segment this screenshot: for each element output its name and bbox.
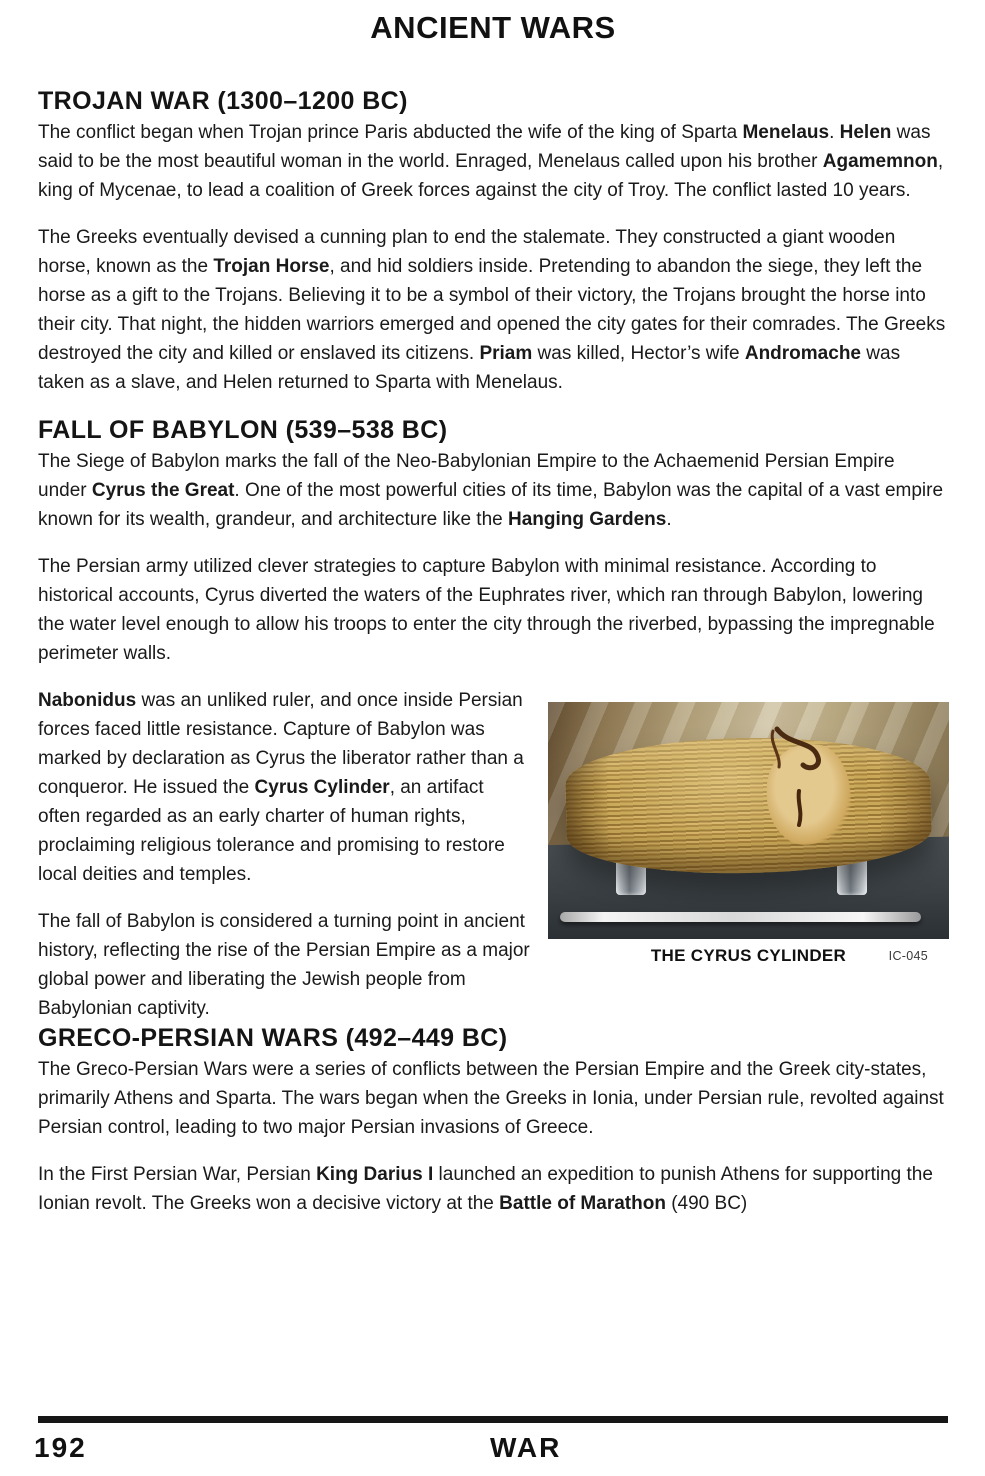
section-greco-persian-wars — [38, 1023, 948, 1218]
crack-marks-icon — [757, 707, 877, 837]
paragraph-babylon-1: The Siege of Babylon marks the fall of the Neo-Babylonian Empire to the Achaemenid Persian Empire under Cyrus the Great. One of the most powerful cities of its time, Babylon was the capital of a vast empire known for its wealth, grandeur, and architecture like the Hanging Gardens. — [38, 451, 944, 530]
babylon-side-text — [38, 686, 530, 1023]
paragraph-trojan-1: The conflict began when Trojan prince Paris abducted the wife of the king of Sparta Menelaus. Helen was said to be the most beautiful woman in the world. Enraged, Menelaus called upon his brother Agamemnon, king of Mycenae, to lead a coalition of Greek forces against the city of Troy. The conflict lasted 10 years. — [38, 122, 944, 201]
two-column-block — [38, 686, 948, 1023]
cyrus-cylinder-photo — [548, 702, 949, 939]
section-heading-fall-of-babylon: FALL OF BABYLON (539–538 BC) — [38, 416, 448, 444]
section-trojan-war — [38, 86, 948, 397]
page-title: ANCIENT WARS — [370, 10, 616, 45]
paragraph-greco-1: The Greco-Persian Wars were a series of conflicts between the Persian Empire and the Greek city-states, primarily Athens and Sparta. The wars began when the Greeks in Ionia, under Persian rule, revolted against Persian control, leading to two major Persian invasions of Greece. — [38, 1059, 944, 1138]
figure-caption-row — [548, 946, 949, 970]
paragraph-babylon-3: Nabonidus was an unliked ruler, and once inside Persian forces faced little resistance. Capture of Babylon was marked by declaration as Cyrus the liberator rather than a conqueror. He issued the Cyrus Cylinder, an artifact often regarded as an early charter of human rights, proclaiming religious tolerance and promising to restore local deities and temples. — [38, 690, 524, 885]
paragraph-babylon-2: The Persian army utilized clever strategies to capture Babylon with minimal resistance. According to historical accounts, Cyrus diverted the waters of the Euphrates river, which ran through Babylon, lowering the water level enough to allow his troops to enter the city through the riverbed, bypassing the impregnable perimeter walls. — [38, 556, 935, 664]
clay-cylinder-illustration — [565, 734, 933, 877]
page-footer — [34, 1416, 948, 1468]
figure-caption: THE CYRUS CYLINDER — [650, 946, 847, 965]
paragraph-babylon-4: The fall of Babylon is considered a turning point in ancient history, reflecting the rise of the Persian Empire as a major global power and liberating the Jewish people from Babylonian captivity. — [38, 911, 530, 1019]
footer-title: WAR — [490, 1432, 562, 1463]
page-number: 192 — [34, 1432, 87, 1463]
section-heading-trojan-war: TROJAN WAR (1300–1200 BC) — [38, 87, 408, 115]
cyrus-cylinder-figure — [548, 702, 949, 970]
acrylic-plate — [560, 912, 921, 922]
paragraph-greco-2: In the First Persian War, Persian King Darius I launched an expedition to punish Athens for supporting the Ionian revolt. The Greeks won a decisive victory at the Battle of Marathon (490 BC) — [38, 1164, 933, 1214]
figure-code: IC-045 — [888, 949, 928, 963]
footer-rule — [38, 1416, 948, 1423]
footer-row — [34, 1432, 948, 1468]
paragraph-trojan-2: The Greeks eventually devised a cunning plan to end the stalemate. They constructed a giant wooden horse, known as the Trojan Horse, and hid soldiers inside. Pretending to abandon the siege, they left the horse as a gift to the Trojans. Believing it to be a symbol of their victory, the Trojans brought the horse into their city. That night, the hidden warriors emerged and opened the city gates for their comrades. The Greeks destroyed the city and killed or enslaved its citizens. Priam was killed, Hector’s wife Andromache was taken as a slave, and Helen returned to Sparta with Menelaus. — [38, 227, 946, 393]
section-fall-of-babylon — [38, 415, 948, 1023]
section-heading-greco-persian-wars: GRECO-PERSIAN WARS (492–449 BC) — [38, 1024, 508, 1052]
